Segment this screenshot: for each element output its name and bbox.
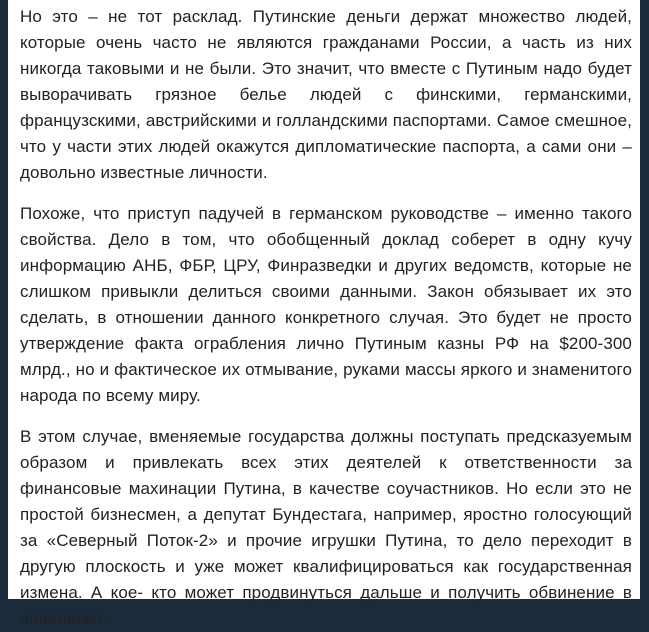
article-paragraph-3: В этом случае, вменяемые государства должны поступать предсказуемым образом и привлекать всех этих деятелей к ответственности за финансовые махинации Путина, в качестве соучастников. Но если это не простой бизнесмен, а депутат Бундестага, например, яростно голосующий за «Северный Поток-2» и прочие игрушки Путина, то дело переходит в другую плоскость и уже может квалифицироваться как государственная измена. А кое- кто может продвинуться дальше и получить обвинение в шпионаже. bbox=[20, 427, 632, 628]
content-panel bbox=[8, 0, 640, 628]
article-body bbox=[8, 0, 640, 632]
article-paragraph-2: Похоже, что приступ падучей в германском руководстве – именно такого свойства. Дело в том, что обобщенный доклад соберет в одну кучу информацию АНБ, ФБР, ЦРУ, Финразведки и других ведомств, которые не слишком привыкли делиться своими данными. Закон обязывает их это сделать, в отношении данного конкретного случая. Это будет не просто утверждение факта ограбления лично Путиным казны РФ на $200-300 млрд., но и фактическое их отмывание, руками массы яркого и знаменитого народа по всему миру. bbox=[20, 204, 632, 405]
article-paragraph-1: Но это – не тот расклад. Путинские деньги держат множество людей, которые очень часто не являются гражданами России, а часть из них никогда таковыми и не были. Это значит, что вместе с Путиным надо будет выворачивать грязное белье людей с финскими, германскими, французскими, австрийскими и голландскими паспортами. Самое смешное, что у части этих людей окажутся дипломатические паспорта, а сами они – довольно известные личности. bbox=[20, 7, 632, 182]
